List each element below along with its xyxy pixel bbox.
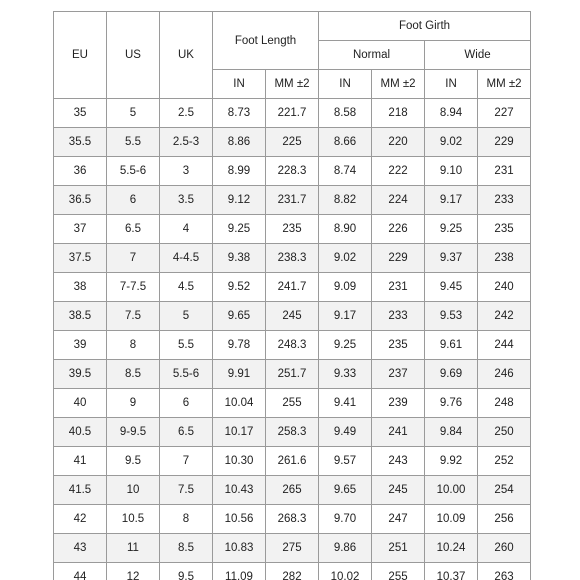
cell-uk: 5.5 <box>160 331 213 360</box>
cell-wide-mm: 233 <box>478 186 531 215</box>
cell-wide-in: 10.00 <box>425 476 478 505</box>
cell-wide-in: 10.37 <box>425 563 478 580</box>
cell-wide-mm: 246 <box>478 360 531 389</box>
cell-wide-mm: 252 <box>478 447 531 476</box>
size-rows <box>54 99 531 580</box>
table-row <box>54 215 531 244</box>
cell-wide-mm: 244 <box>478 331 531 360</box>
cell-length-mm: 265 <box>266 476 319 505</box>
cell-eu: 40 <box>54 389 107 418</box>
header-eu: EU <box>54 12 107 99</box>
header-wide: Wide <box>425 41 531 70</box>
cell-wide-in: 8.94 <box>425 99 478 128</box>
cell-us: 7 <box>107 244 160 273</box>
cell-wide-mm: 240 <box>478 273 531 302</box>
cell-uk: 3 <box>160 157 213 186</box>
cell-uk: 7.5 <box>160 476 213 505</box>
cell-eu: 43 <box>54 534 107 563</box>
cell-wide-in: 9.53 <box>425 302 478 331</box>
cell-normal-in: 9.25 <box>319 331 372 360</box>
cell-us: 10.5 <box>107 505 160 534</box>
cell-wide-in: 9.84 <box>425 418 478 447</box>
cell-wide-mm: 254 <box>478 476 531 505</box>
cell-normal-in: 8.90 <box>319 215 372 244</box>
cell-wide-mm: 242 <box>478 302 531 331</box>
table-row <box>54 244 531 273</box>
cell-length-mm: 258.3 <box>266 418 319 447</box>
cell-normal-mm: 237 <box>372 360 425 389</box>
cell-length-in: 10.56 <box>213 505 266 534</box>
cell-wide-in: 9.10 <box>425 157 478 186</box>
cell-length-mm: 238.3 <box>266 244 319 273</box>
cell-length-in: 9.52 <box>213 273 266 302</box>
header-wide-mm: MM ±2 <box>478 70 531 99</box>
cell-us: 7.5 <box>107 302 160 331</box>
cell-eu: 41 <box>54 447 107 476</box>
header-foot-girth: Foot Girth <box>319 12 531 41</box>
cell-us: 5.5 <box>107 128 160 157</box>
cell-normal-mm: 231 <box>372 273 425 302</box>
cell-wide-mm: 260 <box>478 534 531 563</box>
cell-normal-mm: 239 <box>372 389 425 418</box>
cell-length-mm: 248.3 <box>266 331 319 360</box>
cell-eu: 37.5 <box>54 244 107 273</box>
cell-wide-mm: 235 <box>478 215 531 244</box>
cell-eu: 36 <box>54 157 107 186</box>
cell-wide-mm: 231 <box>478 157 531 186</box>
cell-wide-in: 9.92 <box>425 447 478 476</box>
cell-wide-in: 10.24 <box>425 534 478 563</box>
cell-normal-mm: 233 <box>372 302 425 331</box>
cell-eu: 42 <box>54 505 107 534</box>
header-length-mm: MM ±2 <box>266 70 319 99</box>
header-normal-mm: MM ±2 <box>372 70 425 99</box>
cell-length-in: 8.86 <box>213 128 266 157</box>
cell-uk: 5.5-6 <box>160 360 213 389</box>
cell-wide-in: 9.25 <box>425 215 478 244</box>
cell-eu: 39 <box>54 331 107 360</box>
cell-wide-mm: 227 <box>478 99 531 128</box>
header-foot-length: Foot Length <box>213 12 319 70</box>
cell-us: 12 <box>107 563 160 580</box>
table-row <box>54 302 531 331</box>
cell-eu: 39.5 <box>54 360 107 389</box>
cell-uk: 3.5 <box>160 186 213 215</box>
header-length-in: IN <box>213 70 266 99</box>
cell-length-in: 9.25 <box>213 215 266 244</box>
cell-length-mm: 221.7 <box>266 99 319 128</box>
cell-length-mm: 235 <box>266 215 319 244</box>
cell-length-mm: 231.7 <box>266 186 319 215</box>
table-row <box>54 273 531 302</box>
cell-uk: 4.5 <box>160 273 213 302</box>
table-row <box>54 360 531 389</box>
header-wide-in: IN <box>425 70 478 99</box>
cell-eu: 38.5 <box>54 302 107 331</box>
cell-normal-in: 9.70 <box>319 505 372 534</box>
cell-length-in: 9.78 <box>213 331 266 360</box>
cell-normal-mm: 218 <box>372 99 425 128</box>
cell-us: 9 <box>107 389 160 418</box>
cell-wide-in: 9.17 <box>425 186 478 215</box>
cell-uk: 8.5 <box>160 534 213 563</box>
table-row <box>54 534 531 563</box>
cell-us: 5.5-6 <box>107 157 160 186</box>
cell-uk: 7 <box>160 447 213 476</box>
cell-normal-in: 9.86 <box>319 534 372 563</box>
header-normal: Normal <box>319 41 425 70</box>
cell-us: 9-9.5 <box>107 418 160 447</box>
cell-uk: 8 <box>160 505 213 534</box>
cell-us: 8 <box>107 331 160 360</box>
cell-length-in: 9.38 <box>213 244 266 273</box>
cell-wide-mm: 256 <box>478 505 531 534</box>
cell-us: 8.5 <box>107 360 160 389</box>
table-row <box>54 186 531 215</box>
cell-wide-mm: 263 <box>478 563 531 580</box>
cell-length-in: 8.99 <box>213 157 266 186</box>
cell-uk: 6 <box>160 389 213 418</box>
cell-normal-mm: 220 <box>372 128 425 157</box>
cell-length-mm: 245 <box>266 302 319 331</box>
cell-length-in: 10.83 <box>213 534 266 563</box>
header-us: US <box>107 12 160 99</box>
table-row <box>54 447 531 476</box>
cell-length-mm: 261.6 <box>266 447 319 476</box>
cell-us: 6.5 <box>107 215 160 244</box>
cell-uk: 2.5-3 <box>160 128 213 157</box>
cell-wide-in: 9.76 <box>425 389 478 418</box>
cell-normal-mm: 243 <box>372 447 425 476</box>
cell-normal-in: 9.33 <box>319 360 372 389</box>
cell-normal-in: 10.02 <box>319 563 372 580</box>
cell-normal-mm: 226 <box>372 215 425 244</box>
cell-length-in: 9.12 <box>213 186 266 215</box>
cell-length-mm: 255 <box>266 389 319 418</box>
cell-eu: 38 <box>54 273 107 302</box>
header-normal-in: IN <box>319 70 372 99</box>
cell-normal-mm: 235 <box>372 331 425 360</box>
cell-normal-mm: 247 <box>372 505 425 534</box>
cell-normal-in: 9.09 <box>319 273 372 302</box>
cell-eu: 36.5 <box>54 186 107 215</box>
cell-length-mm: 268.3 <box>266 505 319 534</box>
cell-uk: 9.5 <box>160 563 213 580</box>
cell-wide-mm: 229 <box>478 128 531 157</box>
cell-length-in: 10.30 <box>213 447 266 476</box>
cell-eu: 41.5 <box>54 476 107 505</box>
table-row <box>54 157 531 186</box>
cell-normal-in: 9.17 <box>319 302 372 331</box>
cell-length-mm: 251.7 <box>266 360 319 389</box>
cell-wide-mm: 248 <box>478 389 531 418</box>
cell-length-mm: 225 <box>266 128 319 157</box>
table-row <box>54 476 531 505</box>
cell-uk: 4-4.5 <box>160 244 213 273</box>
cell-normal-in: 8.82 <box>319 186 372 215</box>
size-chart-table <box>53 11 531 580</box>
cell-normal-in: 9.02 <box>319 244 372 273</box>
cell-normal-mm: 245 <box>372 476 425 505</box>
cell-wide-in: 9.69 <box>425 360 478 389</box>
cell-length-in: 10.43 <box>213 476 266 505</box>
table-row <box>54 99 531 128</box>
cell-eu: 35.5 <box>54 128 107 157</box>
cell-eu: 35 <box>54 99 107 128</box>
cell-length-in: 10.04 <box>213 389 266 418</box>
header-uk: UK <box>160 12 213 99</box>
table-row <box>54 331 531 360</box>
cell-length-mm: 275 <box>266 534 319 563</box>
cell-eu: 44 <box>54 563 107 580</box>
header-row-1 <box>54 12 531 41</box>
table-row <box>54 128 531 157</box>
cell-wide-in: 9.37 <box>425 244 478 273</box>
cell-normal-mm: 251 <box>372 534 425 563</box>
cell-normal-in: 8.74 <box>319 157 372 186</box>
cell-normal-in: 9.57 <box>319 447 372 476</box>
cell-uk: 6.5 <box>160 418 213 447</box>
cell-normal-mm: 222 <box>372 157 425 186</box>
table-row <box>54 389 531 418</box>
cell-length-in: 9.65 <box>213 302 266 331</box>
cell-normal-mm: 224 <box>372 186 425 215</box>
cell-eu: 40.5 <box>54 418 107 447</box>
cell-normal-in: 9.41 <box>319 389 372 418</box>
cell-length-in: 11.09 <box>213 563 266 580</box>
table-row <box>54 563 531 580</box>
cell-wide-in: 9.45 <box>425 273 478 302</box>
cell-length-mm: 228.3 <box>266 157 319 186</box>
cell-wide-in: 10.09 <box>425 505 478 534</box>
cell-uk: 4 <box>160 215 213 244</box>
cell-length-in: 10.17 <box>213 418 266 447</box>
cell-wide-mm: 250 <box>478 418 531 447</box>
cell-normal-in: 9.49 <box>319 418 372 447</box>
cell-us: 10 <box>107 476 160 505</box>
cell-length-in: 9.91 <box>213 360 266 389</box>
cell-normal-mm: 255 <box>372 563 425 580</box>
table-row <box>54 418 531 447</box>
cell-us: 5 <box>107 99 160 128</box>
cell-length-mm: 241.7 <box>266 273 319 302</box>
table-row <box>54 505 531 534</box>
cell-uk: 2.5 <box>160 99 213 128</box>
cell-wide-in: 9.02 <box>425 128 478 157</box>
cell-eu: 37 <box>54 215 107 244</box>
cell-normal-in: 8.58 <box>319 99 372 128</box>
cell-us: 9.5 <box>107 447 160 476</box>
cell-us: 11 <box>107 534 160 563</box>
cell-normal-mm: 229 <box>372 244 425 273</box>
cell-normal-mm: 241 <box>372 418 425 447</box>
cell-uk: 5 <box>160 302 213 331</box>
cell-normal-in: 8.66 <box>319 128 372 157</box>
cell-us: 6 <box>107 186 160 215</box>
cell-wide-in: 9.61 <box>425 331 478 360</box>
cell-us: 7-7.5 <box>107 273 160 302</box>
cell-length-in: 8.73 <box>213 99 266 128</box>
cell-wide-mm: 238 <box>478 244 531 273</box>
cell-normal-in: 9.65 <box>319 476 372 505</box>
cell-length-mm: 282 <box>266 563 319 580</box>
